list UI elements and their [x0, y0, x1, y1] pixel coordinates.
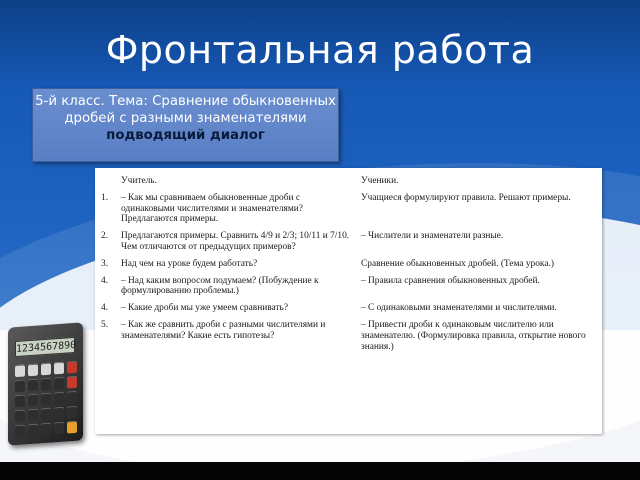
teacher-cell: – Какие дроби мы уже умеем сравнивать? [121, 303, 288, 314]
table-row [95, 259, 602, 276]
subtitle-text: 5-й класс. Тема: Сравнение обыкновенных дробей с разными знаменателями [35, 94, 336, 126]
student-cell: – Числители и знаменатели разные. [361, 231, 504, 242]
calculator-key [54, 377, 64, 390]
table-row [95, 303, 602, 320]
student-cell: – Правила сравнения обыкновенных дробей. [361, 275, 540, 286]
row-number: 5. [101, 319, 109, 330]
row-number: 3. [101, 258, 109, 269]
lesson-table-image [95, 168, 602, 434]
student-cell: Сравнение обыкновенных дробей. (Тема урока.) [361, 258, 554, 269]
subtitle-box [32, 88, 339, 162]
calculator-display: 1234567890 [15, 337, 75, 357]
student-cell: – Привести дроби к одинаковым числителю или знаменателю. (Формулировка правила, открытие нового знания.) [361, 319, 586, 352]
calculator-key [54, 392, 64, 405]
row-number: 4. [101, 275, 109, 286]
table-row [95, 231, 602, 259]
teacher-cell: Предлагаются примеры. Сравнить 4/9 и 2/3; 10/11 и 7/10. Чем отличаются от предыдущих примеров? [121, 231, 350, 252]
teacher-cell: Над чем на уроке будем работать? [121, 258, 258, 269]
calculator-key [67, 376, 77, 389]
row-number: 2. [101, 231, 109, 242]
calculator-key [15, 394, 25, 407]
calculator-keypad [15, 361, 77, 437]
calculator-key [28, 364, 38, 377]
subtitle-emphasis: подводящий диалог [106, 128, 265, 143]
calculator-image [8, 325, 83, 443]
calculator-key [54, 362, 64, 375]
calculator-key [15, 379, 25, 392]
teacher-cell: – Как мы сравниваем обыкновенные дроби с одинаковыми числителями и знаменателями? Предлагаются примеры. [121, 192, 303, 225]
row-number: 1. [101, 192, 109, 203]
calculator-key [28, 409, 38, 422]
calculator-key [28, 379, 38, 392]
calculator-key [15, 409, 25, 422]
student-cell: Учащиеся формулируют правила. Решают примеры. [361, 192, 571, 203]
calculator-key [67, 391, 77, 404]
table-row [95, 320, 602, 358]
slide-title: Фронтальная работа [105, 28, 535, 72]
teacher-cell: – Как же сравнить дроби с разными числителями и знаменателями? Какие есть гипотезы? [121, 319, 326, 341]
header-student: Ученики. [361, 176, 399, 186]
calculator-key [15, 424, 25, 437]
calculator-key [28, 424, 38, 437]
header-teacher: Учитель. [121, 176, 157, 186]
calculator-key [41, 423, 51, 436]
calculator-key [28, 394, 38, 407]
calculator-key [41, 378, 51, 391]
row-number: 4. [101, 303, 109, 314]
student-cell: – С одинаковыми знаменателями и числителями. [361, 303, 557, 314]
table-row [95, 193, 602, 231]
calculator-key [41, 408, 51, 421]
lesson-table [95, 168, 602, 358]
calculator-key [41, 393, 51, 406]
teacher-cell: – Над каким вопросом подумаем? (Побуждение к формулированию проблемы.) [121, 275, 319, 297]
table-header-row [95, 168, 602, 193]
calculator-key [67, 361, 77, 374]
calculator-key [67, 406, 77, 419]
calculator-key [54, 407, 64, 420]
bottom-black-bar [0, 462, 640, 480]
header-num [95, 168, 121, 193]
table-row [95, 276, 602, 304]
calculator-key [15, 364, 25, 377]
calculator-key [41, 363, 51, 376]
calculator-key [67, 421, 77, 434]
calculator-key [54, 422, 64, 435]
